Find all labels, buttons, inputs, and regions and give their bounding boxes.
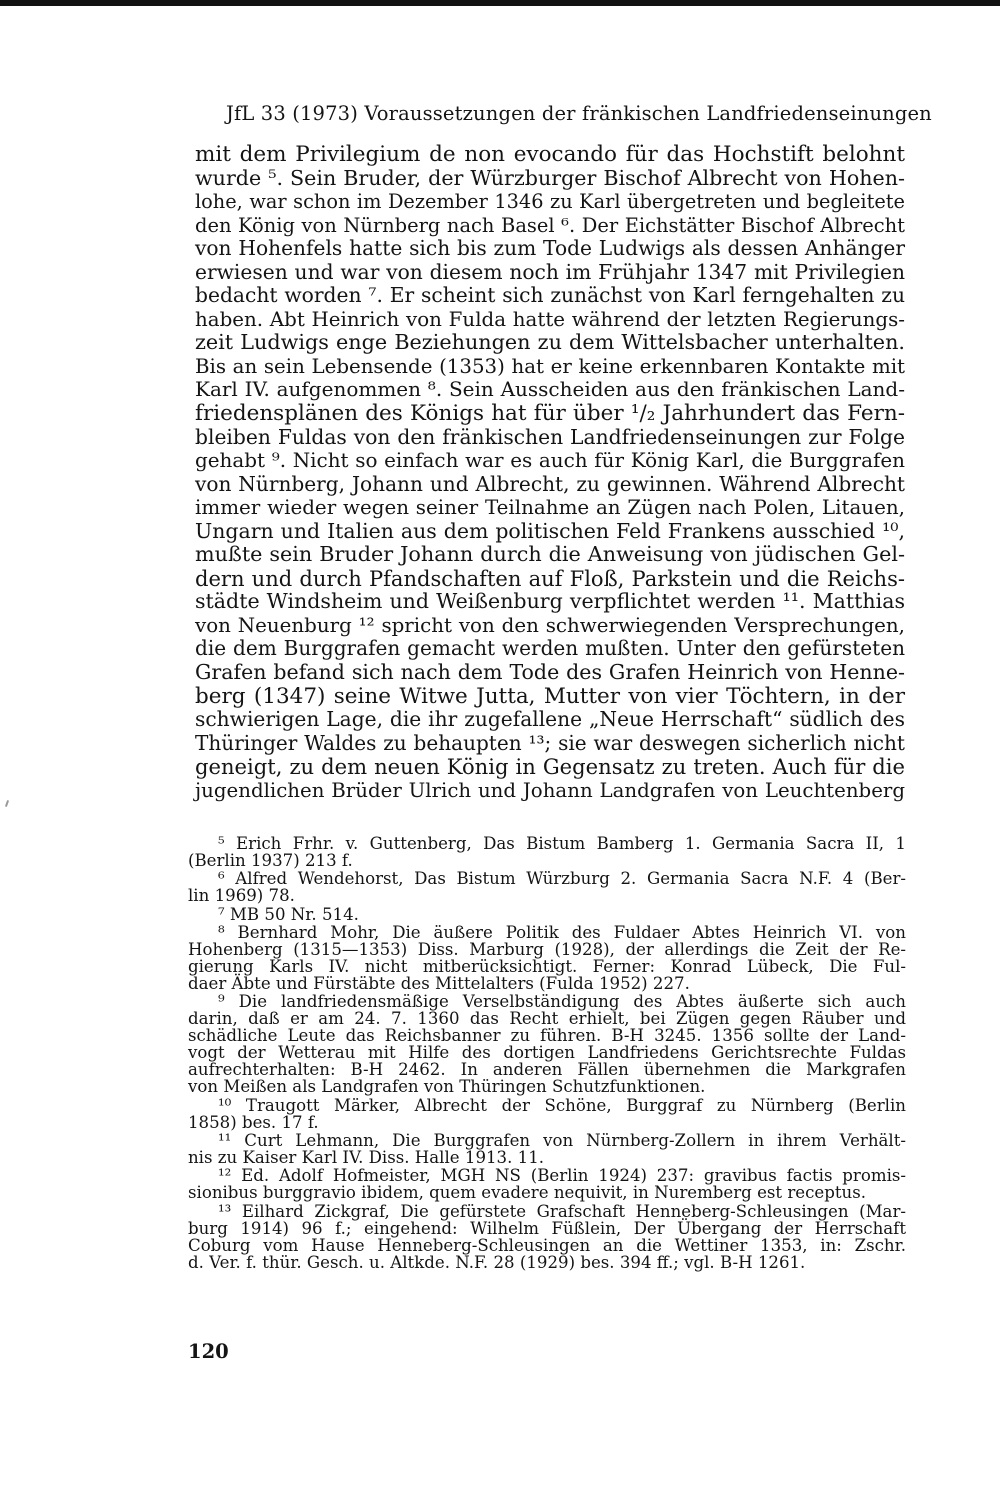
footnote-8 xyxy=(188,925,906,993)
body-line: zeit Ludwigs enge Beziehungen zu dem Wittelsbacher unterhalten. xyxy=(195,330,905,355)
body-line: Grafen befand sich nach dem Tode des Grafen Heinrich von Henne- xyxy=(195,660,905,685)
footnote-line: ¹³ Eilhard Zickgraf, Die gefürstete Grafschaft Henneberg-Schleusingen (Mar- xyxy=(218,1201,906,1221)
body-line: bedacht worden ⁷. Er scheint sich zunächst von Karl ferngehalten zu xyxy=(195,283,905,308)
body-line: berg (1347) seine Witwe Jutta, Mutter von vier Töchtern, in der xyxy=(195,683,905,709)
footnotes xyxy=(188,836,906,1273)
footnote-line: burg 1914) 96 f.; eingehend: Wilhelm Füßlein, Der Übergang der Herrschaft xyxy=(188,1218,906,1238)
body-line: schwierigen Lage, die ihr zugefallene „Neue Herrschaft“ südlich des xyxy=(195,707,905,732)
footnote-line: ⁷ MB 50 Nr. 514. xyxy=(218,904,359,924)
footnote-line: ⁶ Alfred Wendehorst, Das Bistum Würzburg 2. Germania Sacra N.F. 4 (Ber- xyxy=(218,869,906,889)
footnote-line: lin 1969) 78. xyxy=(188,886,295,906)
footnote-line: ¹² Ed. Adolf Hofmeister, MGH NS (Berlin 1924) 237: gravibus factis promis- xyxy=(218,1166,906,1186)
body-line: wurde ⁵. Sein Bruder, der Würzburger Bischof Albrecht von Hohen- xyxy=(195,165,905,190)
body-line: jugendlichen Brüder Ulrich und Johann Landgrafen von Leuchtenberg xyxy=(195,778,905,802)
body-line: haben. Abt Heinrich von Fulda hatte während der letzten Regierungs- xyxy=(195,307,905,331)
body-line: von Hohenfels hatte sich bis zum Tode Ludwigs als dessen Anhänger xyxy=(195,236,905,261)
body-line: Bis an sein Lebensende (1353) hat er keine erkennbaren Kontakte mit xyxy=(195,354,905,378)
body-line: Karl IV. aufgenommen ⁸. Sein Ausscheiden aus den fränkischen Land- xyxy=(195,377,905,402)
body-line: den König von Nürnberg nach Basel ⁶. Der Eichstätter Bischof Albrecht xyxy=(195,213,905,237)
footnote-10 xyxy=(188,1095,906,1132)
scan-speck xyxy=(5,800,9,807)
footnote-line: von Meißen als Landgrafen von Thüringen Schutzfunktionen. xyxy=(188,1077,706,1097)
body-text xyxy=(195,143,905,802)
footnote-9 xyxy=(188,994,906,1096)
body-line: Ungarn und Italien aus dem politischen Feld Frankens ausschied ¹⁰, xyxy=(195,518,905,543)
footnote-line: (Berlin 1937) 213 f. xyxy=(188,850,353,870)
footnote-line: ¹⁰ Traugott Märker, Albrecht der Schöne, Burggraf zu Nürnberg (Berlin xyxy=(218,1095,906,1115)
footnote-5 xyxy=(188,836,906,870)
footnote-line: schädliche Leute das Reichsbanner zu führen. B-H 3245. 1356 sollte der Land- xyxy=(188,1026,906,1046)
footnote-line: gierung Karls IV. nicht mitberücksichtigt. Ferner: Konrad Lübeck, Die Ful- xyxy=(188,957,906,977)
footnote-line: sionibus burggravio ibidem, quem evadere nequivit, in Nuremberg est receptus. xyxy=(188,1183,866,1203)
footnote-line: d. Ver. f. thür. Gesch. u. Altkde. N.F. 28 (1929) bes. 394 ff.; vgl. B-H 1261. xyxy=(188,1252,806,1272)
footnote-line: nis zu Kaiser Karl IV. Diss. Halle 1913. 11. xyxy=(188,1147,545,1167)
page-number: 120 xyxy=(188,1340,229,1363)
body-line: Thüringer Waldes zu behaupten ¹³; sie war deswegen sicherlich nicht xyxy=(195,730,905,755)
footnote-line: ¹¹ Curt Lehmann, Die Burggrafen von Nürnberg-Zollern in ihrem Verhält- xyxy=(218,1130,906,1150)
footnote-12 xyxy=(188,1168,906,1202)
body-line: die dem Burggrafen gemacht werden mußten. Unter den gefürsteten xyxy=(195,636,905,661)
footnote-line: daer Äbte und Fürstäbte des Mittelalters (Fulda 1952) 227. xyxy=(188,974,690,993)
footnote-line: ⁵ Erich Frhr. v. Guttenberg, Das Bistum Bamberg 1. Germania Sacra II, 1 xyxy=(218,834,906,853)
body-line: erwiesen und war von diesem noch im Frühjahr 1347 mit Privilegien xyxy=(195,259,905,284)
body-line: von Nürnberg, Johann und Albrecht, zu gewinnen. Während Albrecht xyxy=(195,471,905,496)
top-edge-rule xyxy=(0,0,1000,6)
body-line: städte Windsheim und Weißenburg verpflichtet werden ¹¹. Matthias xyxy=(195,589,905,614)
footnote-line: aufrechterhalten: B-H 2462. In anderen Fällen übernehmen die Markgrafen xyxy=(188,1060,906,1080)
body-line: von Neuenburg ¹² spricht von den schwerwiegenden Versprechungen, xyxy=(195,613,905,637)
footnote-line: 1858) bes. 17 f. xyxy=(188,1112,319,1132)
footnote-line: ⁸ Bernhard Mohr, Die äußere Politik des Fuldaer Abtes Heinrich VI. von xyxy=(218,923,906,943)
body-line: geneigt, zu dem neuen König in Gegensatz zu treten. Auch für die xyxy=(195,754,905,780)
footnote-11 xyxy=(188,1130,906,1167)
body-line: bleiben Fuldas von den fränkischen Landfriedenseinungen zur Folge xyxy=(195,424,905,449)
body-line: lohe, war schon im Dezember 1346 zu Karl übergetreten und begleitete xyxy=(195,190,905,214)
body-line: gehabt ⁹. Nicht so einfach war es auch für König Karl, die Burggrafen xyxy=(195,448,905,473)
footnote-line: Hohenberg (1315—1353) Diss. Marburg (1928), der allerdings die Zeit der Re- xyxy=(188,940,906,960)
footnote-line: ⁹ Die landfriedensmäßige Verselbständigung des Abtes äußerte sich auch xyxy=(218,992,906,1012)
footnote-line: vogt der Wetterau mit Hilfe des dortigen Landfriedens Gerichtsrechte Fuldas xyxy=(188,1043,906,1063)
body-line: immer wieder wegen seiner Teilnahme an Zügen nach Polen, Litauen, xyxy=(195,496,905,520)
footnote-7 xyxy=(188,904,906,924)
body-line: dern und durch Pfandschaften auf Floß, Parkstein und die Reichs- xyxy=(195,565,905,591)
footnote-6 xyxy=(188,871,906,905)
footnote-line: Coburg vom Hause Henneberg-Schleusingen an die Wettiner 1353, in: Zschr. xyxy=(188,1235,906,1255)
body-line: mußte sein Bruder Johann durch die Anweisung von jüdischen Gel- xyxy=(195,542,905,567)
footnote-13 xyxy=(188,1201,906,1272)
body-line: mit dem Privilegium de non evocando für das Hochstift belohnt xyxy=(195,142,905,167)
footnote-line: darin, daß er am 24. 7. 1360 das Recht erhielt, bei Zügen gegen Räuber und xyxy=(188,1009,906,1029)
body-line: friedensplänen des Königs hat für über ¹/₂ Jahrhundert das Fern- xyxy=(195,401,905,427)
running-head: JfL 33 (1973) Voraussetzungen der fränkischen Landfriedenseinungen xyxy=(226,102,932,125)
